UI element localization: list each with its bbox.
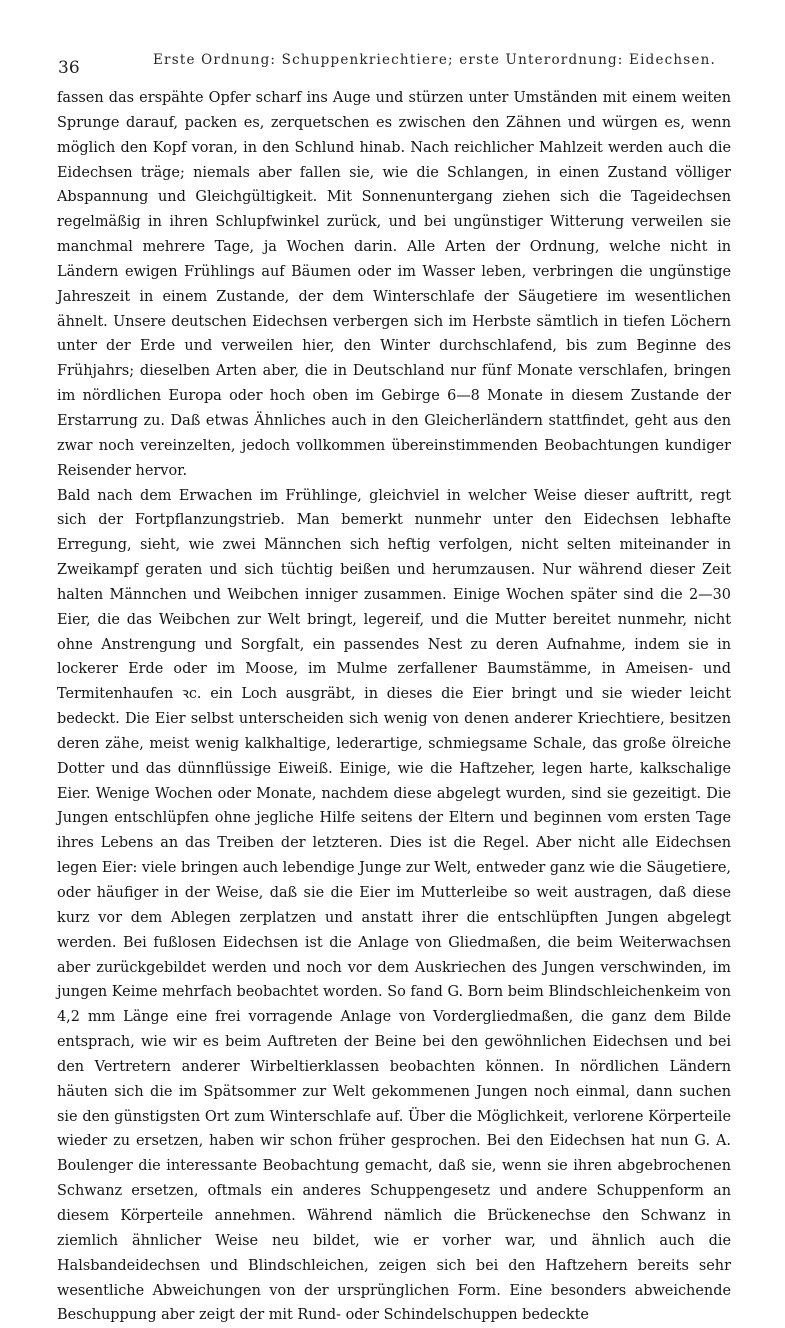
running-title: Erste Ordnung: Schuppenkriechtiere; erste Unterordnung: Eidechsen. xyxy=(153,52,716,68)
paragraph: fassen das erspähte Opfer scharf ins Auge und stürzen unter Umständen mit einem weiten Sprunge darauf, packen es, zerquetschen es zwischen den Zähnen und würgen es, wenn möglich den Kopf voran, in den Schlund hinab. Nach reichlicher Mahlzeit werden auch die Eidechsen träge; niemals aber fallen sie, wie die Schlangen, in einen Zustand völliger Abspannung und Gleichgültigkeit. Mit Sonnenuntergang ziehen sich die Tageidechsen regelmäßig in ihren Schlupfwinkel zurück, und bei ungünstiger Witterung verweilen sie manchmal mehrere Tage, ja Wochen darin. Alle Arten der Ordnung, welche nicht in Ländern ewigen Frühlings auf Bäumen oder im Wasser leben, verbringen die ungünstige Jahreszeit in einem Zustande, der dem Winterschlafe der Säugetiere im wesentlichen ähnelt. Unsere deutschen Eidechsen verbergen sich im Herbste sämtlich in tiefen Löchern unter der Erde und verweilen hier, den Winter durchschlafend, bis zum Beginne des Frühjahrs; dieselben Arten aber, die in Deutschland nur fünf Monate verschlafen, bringen im nördlichen Europa oder hoch oben im Gebirge 6—8 Monate in diesem Zustande der Erstarrung zu. Daß etwas Ähnliches auch in den Gleicherländern stattfindet, geht aus den zwar noch vereinzelten, jedoch vollkommen übereinstimmenden Beobachtungen kundiger Reisender hervor. xyxy=(57,86,731,484)
body-text xyxy=(57,86,731,1328)
page-number: 36 xyxy=(58,58,80,78)
running-header xyxy=(58,52,727,74)
paragraph: Bald nach dem Erwachen im Frühlinge, gleichviel in welcher Weise dieser auftritt, regt sich der Fortpflanzungstrieb. Man bemerkt nunmehr unter den Eidechsen lebhafte Erregung, sieht, wie zwei Männchen sich heftig verfolgen, nicht selten miteinander in Zweikampf geraten und sich tüchtig beißen und herumzausen. Nur während dieser Zeit halten Männchen und Weibchen inniger zusammen. Einige Wochen später sind die 2—30 Eier, die das Weibchen zur Welt bringt, legereif, und die Mutter bereitet nunmehr, nicht ohne Anstrengung und Sorgfalt, ein passendes Nest zu deren Aufnahme, indem sie in lockerer Erde oder im Moose, im Mulme zerfallener Baumstämme, in Ameisen- und Termitenhaufen ꝛc. ein Loch ausgräbt, in dieses die Eier bringt und sie wieder leicht bedeckt. Die Eier selbst unterscheiden sich wenig von denen anderer Kriechtiere, besitzen deren zähe, meist wenig kalkhaltige, lederartige, schmiegsame Schale, das große ölreiche Dotter und das dünnflüssige Eiweiß. Einige, wie die Haftzeher, legen harte, kalkschalige Eier. Wenige Wochen oder Monate, nachdem diese abgelegt wurden, sind sie gezeitigt. Die Jungen entschlüpfen ohne jegliche Hilfe seitens der Eltern und beginnen vom ersten Tage ihres Lebens an das Treiben der letzteren. Dies ist die Regel. Aber nicht alle Eidechsen legen Eier: viele bringen auch lebendige Junge zur Welt, entweder ganz wie die Säugetiere, oder häufiger in der Weise, daß sie die Eier im Mutterleibe so weit austragen, daß diese kurz vor dem Ablegen zerplatzen und anstatt ihrer die entschlüpften Jungen abgelegt werden. Bei fußlosen Eidechsen ist die Anlage von Gliedmaßen, die beim Weiterwachsen aber zurückgebildet werden und noch vor dem Auskriechen des Jungen verschwinden, im jungen Keime mehrfach beobachtet worden. So fand G. Born beim Blindschleichenkeim von 4,2 mm Länge eine frei vorragende Anlage von Vordergliedmaßen, die ganz dem Bilde entsprach, wie wir es beim Auftreten der Beine bei den gewöhnlichen Eidechsen und bei den Vertretern anderer Wirbeltierklassen beobachten können. In nördlichen Ländern häuten sich die im Spätsommer zur Welt gekommenen Jungen noch einmal, dann suchen sie den günstigsten Ort zum Winterschlafe auf. Über die Möglichkeit, verlorene Körperteile wieder zu ersetzen, haben wir schon früher gesprochen. Bei den Eidechsen hat nun G. A. Boulenger die interessante Beobachtung gemacht, daß sie, wenn sie ihren abgebrochenen Schwanz ersetzen, oftmals ein anderes Schuppengesetz und andere Schuppenform an diesem Körperteile annehmen. Während nämlich die Brückenechse den Schwanz in ziemlich ähnlicher Weise neu bildet, wie er vorher war, und ähnlich auch die Halsbandeidechsen und Blindschleichen, zeigen sich bei den Haftzehern bereits sehr wesentliche Abweichungen von der ursprünglichen Form. Eine besonders abweichende Beschuppung aber zeigt der mit Rund- oder Schindelschuppen bedeckte xyxy=(57,484,731,1328)
